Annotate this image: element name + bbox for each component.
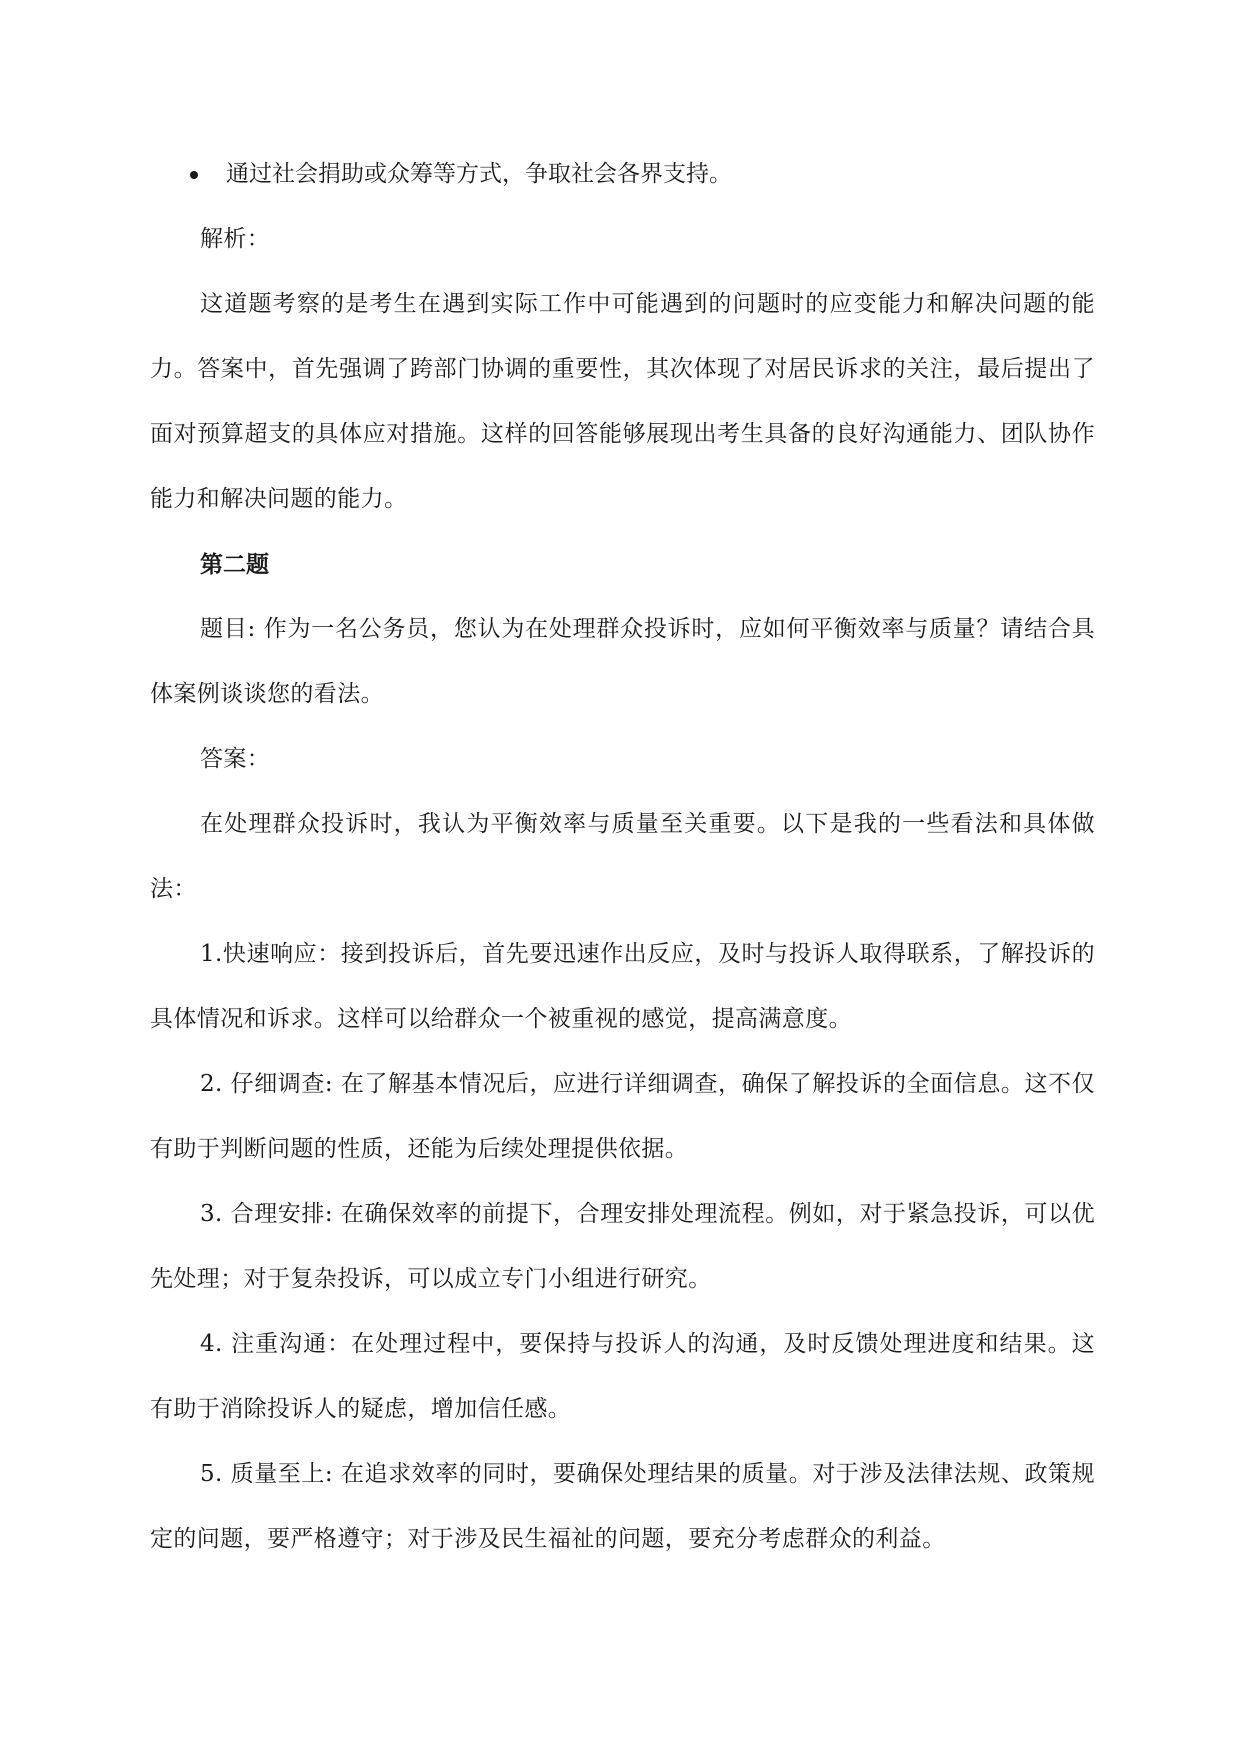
question-paragraph: 题目: 作为一名公务员，您认为在处理群众投诉时，应如何平衡效率与质量？请结合具体案例谈谈您的看法。 — [150, 616, 1095, 707]
analysis-paragraph: 这道题考察的是考生在遇到实际工作中可能遇到的问题时的应变能力和解决问题的能力。答案中，首先强调了跨部门协调的重要性，其次体现了对居民诉求的关注，最后提出了面对预算超支的具体应对措施。这样的回答能够展现出考生具备的良好沟通能力、团队协作能力和解决问题的能力。 — [150, 291, 1095, 512]
answer-point-5: 5. 质量至上: 在追求效率的同时，要确保处理结果的质量。对于涉及法律法规、政策规定的问题，要严格遵守；对于涉及民生福祉的问题，要充分考虑群众的利益。 — [150, 1461, 1095, 1552]
bullet-dot-icon — [190, 171, 198, 179]
analysis-label: 解析： — [200, 226, 271, 252]
section-title: 第二题 — [200, 551, 269, 578]
answer-point-4: 4. 注重沟通：在处理过程中，要保持与投诉人的沟通，及时反馈处理进度和结果。这有助于消除投诉人的疑虑，增加信任感。 — [150, 1331, 1095, 1422]
answer-label: 答案： — [200, 746, 271, 772]
answer-intro: 在处理群众投诉时，我认为平衡效率与质量至关重要。以下是我的一些看法和具体做法： — [150, 811, 1095, 902]
bullet-item — [150, 142, 1095, 207]
answer-point-1: 1.快速响应：接到投诉后，首先要迅速作出反应，及时与投诉人取得联系，了解投诉的具体情况和诉求。这样可以给群众一个被重视的感觉，提高满意度。 — [150, 941, 1095, 1032]
document-page — [150, 142, 1095, 1572]
answer-point-3: 3. 合理安排: 在确保效率的前提下，合理安排处理流程。例如，对于紧急投诉，可以优先处理；对于复杂投诉，可以成立专门小组进行研究。 — [150, 1201, 1095, 1292]
answer-point-2: 2. 仔细调查: 在了解基本情况后，应进行详细调查，确保了解投诉的全面信息。这不仅有助于判断问题的性质，还能为后续处理提供依据。 — [150, 1071, 1095, 1162]
bullet-text: 通过社会捐助或众筹等方式，争取社会各界支持。 — [226, 161, 732, 187]
